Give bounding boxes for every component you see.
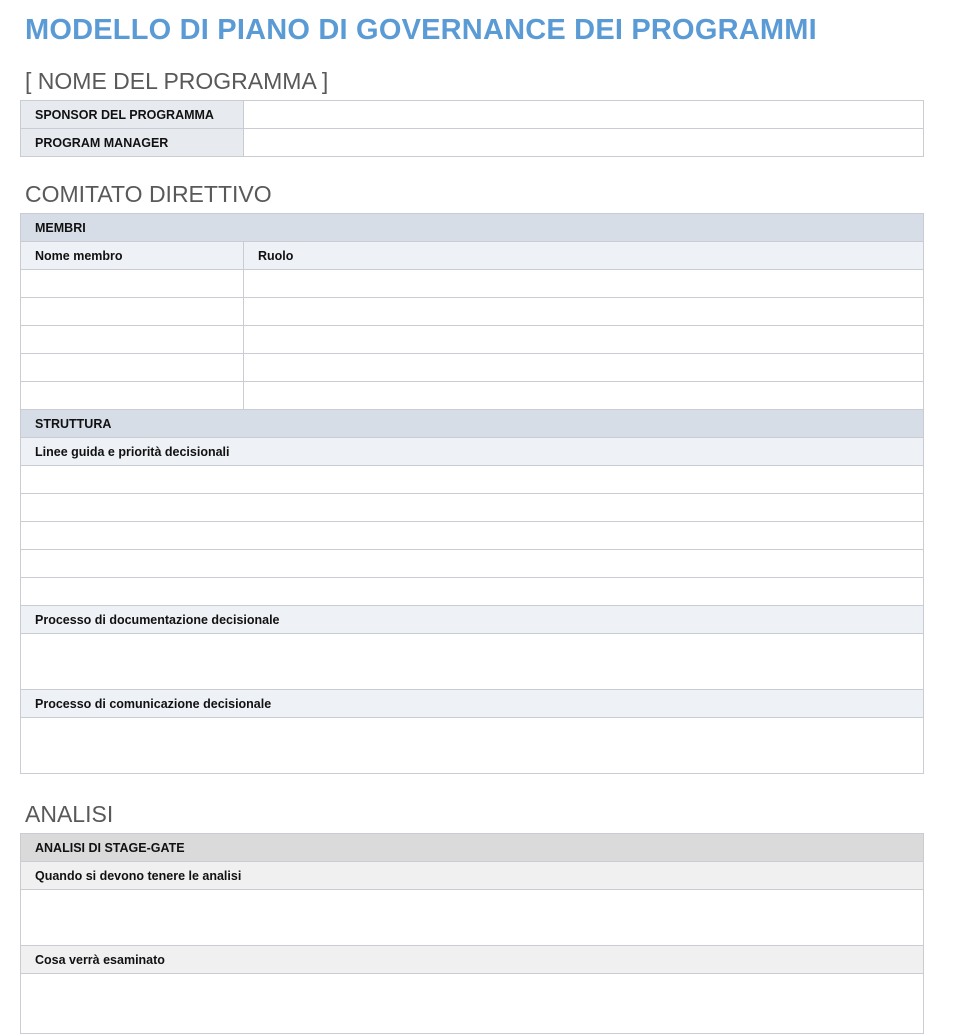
member-name-column-header: Nome membro (21, 242, 244, 270)
program-manager-label: PROGRAM MANAGER (21, 129, 244, 157)
member-name-cell[interactable] (21, 326, 244, 354)
members-header: MEMBRI (21, 214, 924, 242)
member-name-cell[interactable] (21, 354, 244, 382)
when-analysis-field[interactable] (21, 890, 924, 946)
page-title: MODELLO DI PIANO DI GOVERNANCE DEI PROGRAMMI (25, 14, 817, 46)
member-role-cell[interactable] (244, 298, 924, 326)
steering-committee-table (20, 213, 924, 774)
analysis-table (20, 833, 924, 1034)
steering-committee-heading: COMITATO DIRETTIVO (25, 181, 272, 207)
guidelines-label: Linee guida e priorità decisionali (21, 438, 924, 466)
what-reviewed-field[interactable] (21, 974, 924, 1034)
what-reviewed-label: Cosa verrà esaminato (21, 946, 924, 974)
guidelines-field[interactable] (21, 522, 924, 550)
guidelines-field[interactable] (21, 466, 924, 494)
role-column-header: Ruolo (244, 242, 924, 270)
member-role-cell[interactable] (244, 382, 924, 410)
program-info-table (20, 100, 924, 157)
member-name-cell[interactable] (21, 270, 244, 298)
member-role-cell[interactable] (244, 270, 924, 298)
table-row (21, 270, 924, 298)
table-row (21, 382, 924, 410)
documentation-process-field[interactable] (21, 634, 924, 690)
table-row (21, 298, 924, 326)
sponsor-field[interactable] (244, 101, 924, 129)
table-row (21, 354, 924, 382)
program-manager-field[interactable] (244, 129, 924, 157)
stage-gate-header: ANALISI DI STAGE-GATE (21, 834, 924, 862)
program-name-heading: [ NOME DEL PROGRAMMA ] (25, 68, 329, 94)
table-row (21, 326, 924, 354)
guidelines-field[interactable] (21, 578, 924, 606)
member-role-cell[interactable] (244, 326, 924, 354)
member-role-cell[interactable] (244, 354, 924, 382)
communication-process-field[interactable] (21, 718, 924, 774)
analysis-heading: ANALISI (25, 801, 114, 827)
when-analysis-label: Quando si devono tenere le analisi (21, 862, 924, 890)
documentation-process-label: Processo di documentazione decisionale (21, 606, 924, 634)
member-name-cell[interactable] (21, 382, 244, 410)
guidelines-field[interactable] (21, 494, 924, 522)
sponsor-label: SPONSOR DEL PROGRAMMA (21, 101, 244, 129)
member-name-cell[interactable] (21, 298, 244, 326)
guidelines-field[interactable] (21, 550, 924, 578)
communication-process-label: Processo di comunicazione decisionale (21, 690, 924, 718)
structure-header: STRUTTURA (21, 410, 924, 438)
